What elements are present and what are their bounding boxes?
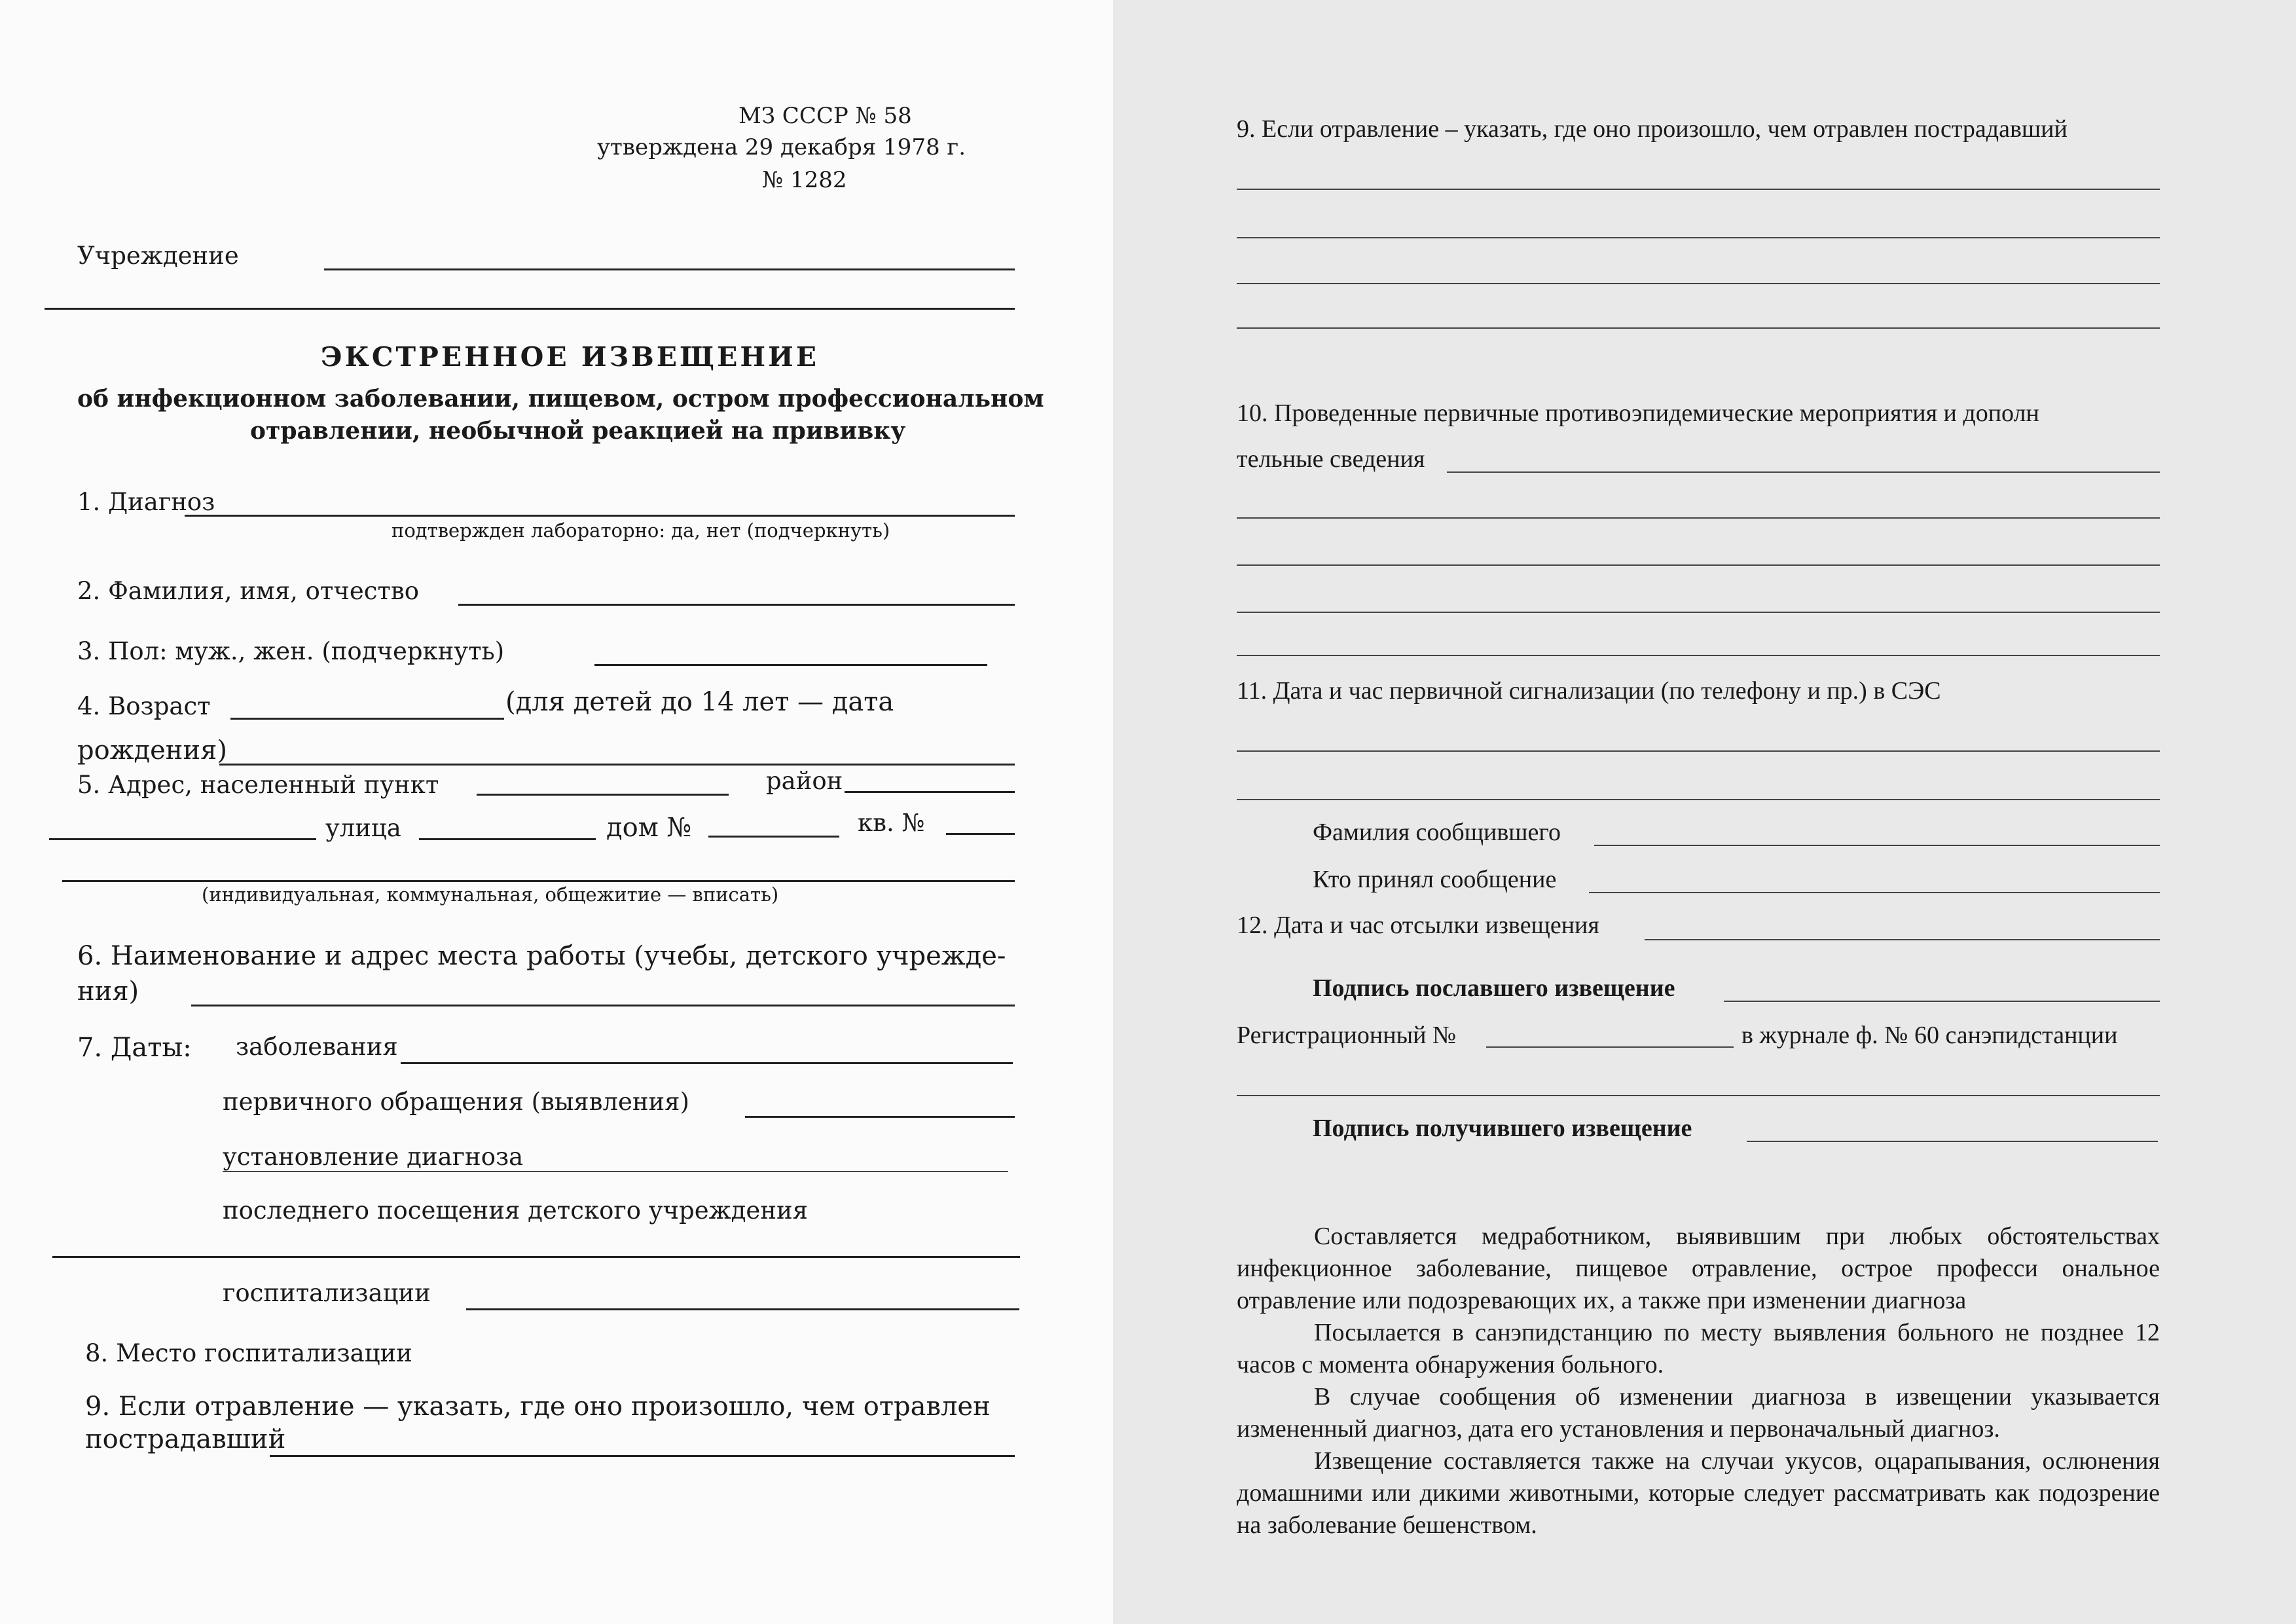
age-note-2: рождения) xyxy=(77,735,227,766)
sex-label: 3. Пол: муж., жен. (подчеркнуть) xyxy=(77,637,505,665)
workplace-field[interactable] xyxy=(191,1005,1015,1006)
institution-label: Учреждение xyxy=(77,242,239,270)
registration-extra-field[interactable] xyxy=(1237,1095,2160,1096)
q9-field-2[interactable] xyxy=(1237,237,2160,238)
order-line-1: МЗ СССР № 58 xyxy=(738,103,912,129)
registration-field[interactable] xyxy=(1486,1046,1734,1048)
date-diagnosis-label: установление диагноза xyxy=(223,1143,524,1171)
fio-field[interactable] xyxy=(458,604,1015,606)
diagnosis-field[interactable] xyxy=(185,515,1015,517)
q10-field-3[interactable] xyxy=(1237,564,2160,566)
flat-label: кв. № xyxy=(858,809,925,837)
poisoning-label-2: пострадавший xyxy=(85,1424,286,1454)
receiver-signature-label: Подпись получившего извещение xyxy=(1313,1115,1692,1142)
hospital-place-label: 8. Место госпитализации xyxy=(85,1339,412,1367)
q10-field-1[interactable] xyxy=(1447,471,2160,473)
q10-field-2[interactable] xyxy=(1237,517,2160,519)
diagnosis-note: подтвержден лабораторно: да, нет (подчеркнуть) xyxy=(392,519,890,542)
dates-label: 7. Даты: xyxy=(77,1033,192,1063)
reporter-field[interactable] xyxy=(1594,845,2160,846)
sender-signature-label: Подпись пославшего извещение xyxy=(1313,974,1675,1002)
instructions-paragraph-2: Посылается в санэпидстанцию по месту выявления больного не позднее 12 часов с момента обнаружения больного. xyxy=(1237,1319,2160,1378)
instructions-block xyxy=(1237,1221,2160,1541)
q9-field-1[interactable] xyxy=(1237,189,2160,190)
q10-label-2: тельные сведения xyxy=(1237,445,1425,473)
receiver-label: Кто принял сообщение xyxy=(1313,866,1557,893)
address-label: 5. Адрес, населенный пункт xyxy=(77,771,439,799)
q9-label: 9. Если отравление – указать, где оно произошло, чем отравлен пострадавший xyxy=(1237,115,2068,143)
instructions-paragraph-1: Составляется медработником, выявившим при любых обстоятельствах инфекционное заболевание, пищевое отравление, острое професси ональное отравление или подозревающих их, а также при изменении диагноза xyxy=(1237,1223,2160,1314)
form-back-page xyxy=(1113,0,2296,1624)
institution-field-2[interactable] xyxy=(45,308,1015,310)
date-first-visit-label: первичного обращения (выявления) xyxy=(223,1088,689,1116)
q11-field-1[interactable] xyxy=(1237,750,2160,752)
q10-label: 10. Проведенные первичные противоэпидемические мероприятия и дополн xyxy=(1237,399,2039,427)
q11-field-2[interactable] xyxy=(1237,799,2160,800)
date-illness-label: заболевания xyxy=(236,1033,398,1061)
date-hospitalization-field[interactable] xyxy=(466,1308,1019,1310)
sender-signature-field[interactable] xyxy=(1724,1001,2160,1002)
housing-type-note: (индивидуальная, коммунальная, общежитие — вписать) xyxy=(202,883,779,906)
diagnosis-label: 1. Диагноз xyxy=(77,488,215,516)
form-subtitle-1: об инфекционном заболевании, пищевом, остром профессиональном xyxy=(77,385,1044,413)
reporter-label: Фамилия сообщившего xyxy=(1313,819,1561,846)
q12-field[interactable] xyxy=(1645,939,2160,940)
house-field[interactable] xyxy=(708,836,839,838)
q9-field-3[interactable] xyxy=(1237,283,2160,284)
workplace-label-2: ния) xyxy=(77,976,139,1006)
order-line-2: утверждена 29 декабря 1978 г. xyxy=(597,134,966,160)
poisoning-label: 9. Если отравление — указать, где оно произошло, чем отравлен xyxy=(85,1392,991,1422)
form-subtitle-2: отравлении, необычной реакцией на прививку xyxy=(250,417,906,445)
poisoning-field[interactable] xyxy=(270,1455,1015,1457)
date-last-visit-label: последнего посещения детского учреждения xyxy=(223,1196,808,1225)
registration-journal-label: в журнале ф. № 60 санэпидстанции xyxy=(1741,1022,2118,1049)
district-label: район xyxy=(766,767,843,795)
registration-label: Регистрационный № xyxy=(1237,1022,1457,1049)
flat-field[interactable] xyxy=(946,833,1015,835)
housing-type-field[interactable] xyxy=(62,880,1015,882)
receiver-signature-field[interactable] xyxy=(1747,1141,2158,1142)
q11-label: 11. Дата и час первичной сигнализации (по телефону и пр.) в СЭС xyxy=(1237,677,1941,705)
institution-field[interactable] xyxy=(324,268,1015,270)
age-field[interactable] xyxy=(230,718,504,720)
date-diagnosis-field[interactable] xyxy=(223,1171,1008,1172)
date-first-visit-field[interactable] xyxy=(745,1116,1015,1118)
birthdate-field[interactable] xyxy=(219,764,1015,766)
date-illness-field[interactable] xyxy=(401,1062,1013,1064)
date-hospitalization-label: госпитализации xyxy=(223,1279,431,1307)
instructions-paragraph-4: Извещение составляется также на случаи укусов, оцарапывания, ослюнения домашними или дикими животными, которые следует рассматривать как подозрение на заболевание бешенством. xyxy=(1237,1447,2160,1539)
receiver-field[interactable] xyxy=(1589,892,2160,893)
district-field[interactable] xyxy=(845,791,1015,793)
age-note: (для детей до 14 лет — дата xyxy=(505,687,894,717)
address-extra-field[interactable] xyxy=(49,838,316,840)
q12-label: 12. Дата и час отсылки извещения xyxy=(1237,912,1599,939)
q9-field-4[interactable] xyxy=(1237,327,2160,329)
instructions-paragraph-3: В случае сообщения об изменении диагноза в извещении указывается измененный диагноз, дата его установления и первоначальный диагноз. xyxy=(1237,1383,2160,1443)
q10-field-5[interactable] xyxy=(1237,655,2160,656)
street-label: улица xyxy=(325,814,401,842)
date-last-visit-field[interactable] xyxy=(52,1256,1020,1258)
house-label: дом № xyxy=(606,813,692,843)
workplace-label: 6. Наименование и адрес места работы (учебы, детского учрежде- xyxy=(77,941,1006,971)
street-field[interactable] xyxy=(419,838,596,840)
age-label: 4. Возраст xyxy=(77,692,211,720)
form-title: ЭКСТРЕННОЕ ИЗВЕЩЕНИЕ xyxy=(321,341,820,373)
q10-field-4[interactable] xyxy=(1237,612,2160,613)
sex-field[interactable] xyxy=(594,664,987,666)
order-line-3: № 1282 xyxy=(762,167,847,193)
settlement-field[interactable] xyxy=(477,794,729,796)
fio-label: 2. Фамилия, имя, отчество xyxy=(77,577,420,605)
form-front-page xyxy=(0,0,1115,1624)
